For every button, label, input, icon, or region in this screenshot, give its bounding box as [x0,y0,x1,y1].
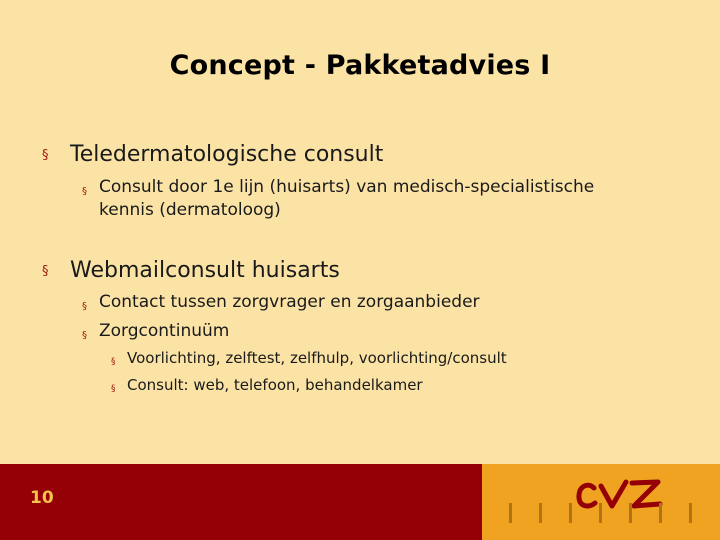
footer-tick-marks [500,503,710,525]
bullet-text-line2: kennis (dermatoloog) [99,200,281,220]
bullet-marker: § [82,186,87,197]
bullet-marker: § [42,264,49,279]
bullet-marker: § [111,357,116,367]
bullet-marker: § [42,148,49,163]
page-number: 10 [30,488,54,508]
bullet-text: Zorgcontinuüm [99,321,230,341]
tick-mark [509,503,512,523]
tick-mark [689,503,692,523]
bullet-text: Voorlichting, zelftest, zelfhulp, voorlichting/consult [127,349,507,367]
bullet-text: Webmailconsult huisarts [70,258,340,283]
footer-band-left [0,464,482,540]
slide-title: Concept - Pakketadvies I [169,50,551,81]
tick-mark [659,503,662,523]
tick-mark [539,503,542,523]
tick-mark [599,503,602,523]
bullet-text: Consult: web, telefoon, behandelkamer [127,376,423,394]
bullet-text: Teledermatologische consult [70,142,384,167]
bullet-marker: § [111,384,116,394]
bullet-text-line1: Consult door 1e lijn (huisarts) van medisch-specialistische [99,177,595,197]
tick-mark [629,503,632,523]
tick-mark [569,503,572,523]
bullet-marker: § [82,330,87,341]
bullet-marker: § [82,301,87,312]
bullet-text: Contact tussen zorgvrager en zorgaanbieder [99,292,480,312]
